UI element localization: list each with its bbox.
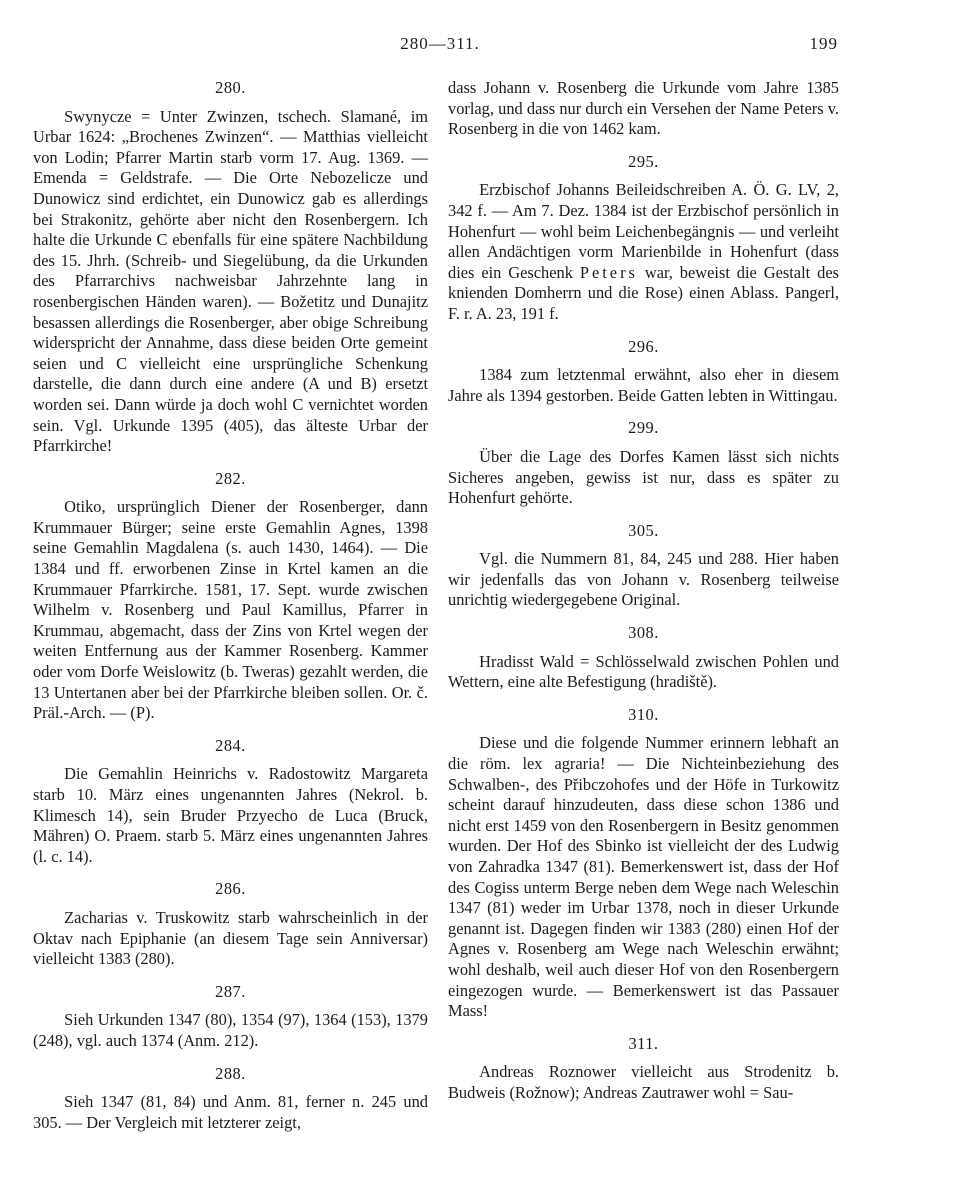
note-text: Andreas Roznower vielleicht aus Strodenitz b. Budweis (Rožnow); Andreas Zautrawer wohl = Sau-	[448, 1062, 839, 1102]
note-number: 288.	[215, 1063, 246, 1083]
note-310	[448, 705, 839, 1022]
note-text: Über die Lage des Dorfes Kamen lässt sich nichts Sicheres angeben, gewiss ist nur, dass es später zu Hohenfurt gehörte.	[448, 446, 839, 508]
note-text: Sieh 1347 (81, 84) und Anm. 81, ferner n. 245 und 305. — Der Vergleich mit letzterer zeigt,	[33, 1092, 428, 1132]
note-number: 311.	[628, 1033, 659, 1053]
note-287	[33, 982, 428, 1052]
note-number: 286.	[215, 879, 246, 899]
note-296	[448, 337, 839, 407]
note-299	[448, 418, 839, 508]
note-number: 287.	[215, 981, 246, 1001]
note-text: Sieh Urkunden 1347 (80), 1354 (97), 1364 (153), 1379 (248), vgl. auch 1374 (Anm. 212).	[33, 1010, 428, 1050]
spaced-name: Peters	[579, 262, 638, 282]
right-column	[448, 78, 839, 1116]
left-column	[33, 78, 428, 1145]
note-number: 280.	[215, 78, 246, 97]
note-number: 305.	[628, 520, 659, 540]
note-text: Diese und die folgende Nummer erinnern lebhaft an die röm. lex agraria! — Die Nichteinbeziehung des Schwalben-, des Přibczohofes und der Höfe in Turkowitz scheint darauf hinzudeuten, dass diese schon 1386 und nicht erst 1459 von den Rosenbergern in Besitz genommen wurden. Der Hof des Sbinko ist vielleicht der des Ludwig von Zahradka 1347 (81). Bemerkenswert ist, dass der Hof des Cogiss unterm Berge neben dem Wege nach Weleschin 1347 (81) weder im Urbar 1378, noch in dieser Urkunde genannt ist. Dagegen finden wir 1383 (280) einen Hof der Agnes v. Rosenberg am Wege nach Weleschin erwähnt; wohl deshalb, weil auch dieser Hof von den Rosenbergern eingezogen wurde. — Bemerkenswert ist das Passauer Mass!	[448, 733, 839, 1021]
note-number: 282.	[215, 468, 246, 488]
note-text-part: war, beweist die Gestalt des knienden Domherrn und die Rose) einen Ablass. Pangerl, F. r. A. 23, 191 f.	[448, 262, 839, 323]
note-text	[448, 180, 839, 324]
note-text: Hradisst Wald = Schlösselwald zwischen Pohlen und Wettern, eine alte Befestigung (hradiště).	[448, 651, 839, 692]
note-number: 284.	[215, 735, 246, 755]
note-text: Swynycze = Unter Zwinzen, tschech. Slamané, im Urbar 1624: „Brochenes Zwinzen“. — Matthias vielleicht von Lodin; Pfarrer Martin starb vorm 17. Aug. 1369. — Emenda = Geldstrafe. — Die Orte Nebozelicze und Dunowicz sind erdichtet, ein Dunowicz gab es allerdings bei Strakonitz, gehörte aber nicht den Rosenbergern. Ich halte die Urkunde C ebenfalls für eine spätere Nachbildung des 15. Jhrh. (Schreib- und Siegelübung, da die Urkunden des Pfarrarchivs nachweisbar Jahrzehnte lang in rosenbergischen Händen waren). — Božetitz und Dunajitz besassen allerdings die Rosenberger, aber obige Schreibung widerspricht der Annahme, dass diese beiden Orte gemeint seien und C vielleicht eine ursprüngliche Schenkung darstelle, die dann durch eine andere (A und B) ersetzt worden sei. Dann würde ja doch wohl C vernichtet worden sein. Vgl. Urkunde 1395 (405), das älteste Urbar der Pfarrkirche!	[33, 106, 428, 456]
note-number: 310.	[628, 704, 659, 724]
note-text: Die Gemahlin Heinrichs v. Radostowitz Margareta starb 10. März eines ungenannten Jahres (Nekrol. b. Klimesch 14), sein Bruder Przyecho de Luca (Bruck, Mähren) O. Praem. starb 5. März eines ungenannten Jahres (l. c. 14).	[33, 764, 428, 866]
note-text: 1384 zum letztenmal erwähnt, also eher in diesem Jahre als 1394 gestorben. Beide Gatten lebten in Wittingau.	[448, 365, 839, 405]
note-284	[33, 736, 428, 868]
note-text: Zacharias v. Truskowitz starb wahrscheinlich in der Oktav nach Epiphanie (an diesem Tage sein Anniversar) vielleicht 1383 (280).	[33, 907, 428, 969]
note-286	[33, 879, 428, 969]
note-282	[33, 469, 428, 724]
note-number: 299.	[628, 418, 659, 438]
note-311	[448, 1034, 839, 1104]
page-number: 199	[809, 34, 838, 53]
continuation-text: dass Johann v. Rosenberg die Urkunde vom Jahre 1385 vorlag, und dass nur durch ein Versehen der Name Peters v. Rosenberg in die von 1462 kam.	[448, 78, 839, 139]
note-number: 296.	[628, 336, 659, 356]
note-text-part: Erzbischof Johanns Beileidschreiben A. Ö. G. LV, 2, 342 f. — Am 7. Dez. 1384 ist der Erzbischof persönlich in Hohenfurt — wohl beim Leichenbegängnis — und verleiht allen Andächtigen vorm Marienbilde in Hohenfurt (dass dies ein Geschenk	[448, 180, 839, 282]
note-text: Vgl. die Nummern 81, 84, 245 und 288. Hier haben wir jedenfalls das von Johann v. Rosenberg teilweise unrichtig wiedergegebene Original.	[448, 549, 839, 610]
note-number: 308.	[628, 623, 659, 643]
running-header	[0, 34, 960, 58]
note-280	[33, 78, 428, 457]
note-305	[448, 521, 839, 611]
note-308	[448, 623, 839, 693]
header-range: 280—311.	[400, 34, 480, 53]
note-text: Otiko, ursprünglich Diener der Rosenberger, dann Krummauer Bürger; seine erste Gemahlin Agnes, 1398 seine Gemahlin Magdalena (s. auch 1430, 1464). — Die 1384 und ff. erworbenen Zinse in Krtel kamen an die Krummauer Pfarrkirche. 1581, 17. Sept. wurde zwischen Wilhelm v. Rosenberg und Paul Kamillus, Pfarrer in Krummau, abgemacht, dass der Zins von Krtel wegen der weiten Entfernung aus der Kammer Rosenberg. Kammer oder vom Dorfe Weislowitz (b. Tweras) gezahlt werden, die 13 Untertanen aber bei der Pfarrkirche bleiben sollen. Or. č. Präl.-Arch. — (P).	[33, 497, 428, 723]
note-295	[448, 152, 839, 325]
note-number: 295.	[628, 151, 659, 171]
note-288	[33, 1064, 428, 1134]
